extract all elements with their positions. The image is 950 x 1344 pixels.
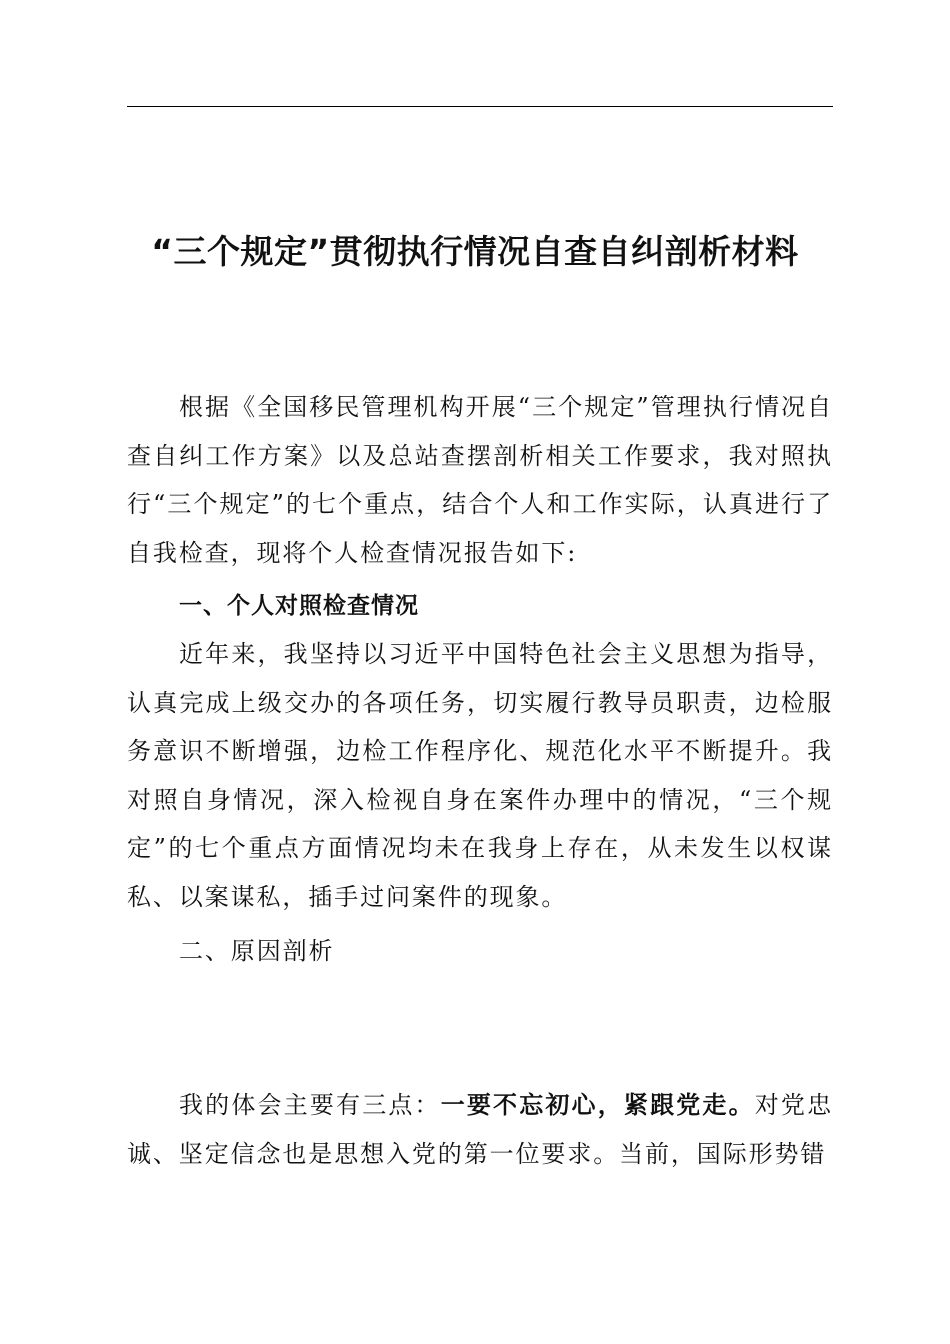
header-rule — [127, 106, 833, 107]
section-heading-personal-check: 一、个人对照检查情况 — [179, 593, 419, 619]
document-title: “三个规定”贯彻执行情况自查自纠剖析材料 — [151, 232, 799, 271]
section-body-personal-check: 近年来，我坚持以习近平中国特色社会主义思想为指导，认真完成上级交办的各项任务，切实履行教导员职责，边检服务意识不断增强，边检工作程序化、规范化水平不断提升。我对照自身情况，深入检视自身在案件办理中的情况，“三个规定”的七个重点方面情况均未在我身上存在，从未发生以权谋私、以案谋私，插手过问案件的现象。 — [127, 640, 833, 911]
intro-paragraph: 根据《全国移民管理机构开展“三个规定”管理执行情况自查自纠工作方案》以及总站查摆剖析相关工作要求，我对照执行“三个规定”的七个重点，结合个人和工作实际，认真进行了自我检查，现将个人检查情况报告如下: — [127, 393, 833, 567]
section-body-cause-analysis — [127, 1081, 833, 1178]
emphasis-text: 一要不忘初心，紧跟党走。 — [440, 1090, 755, 1119]
body-lead-text: 我的体会主要有三点： — [179, 1091, 441, 1119]
body-rest-text: 对党忠诚、坚定信念也是思想入党的第一位要求。当前，国际形势错 — [127, 1091, 833, 1168]
section-heading-cause-analysis: 二、原因剖析 — [179, 937, 335, 965]
